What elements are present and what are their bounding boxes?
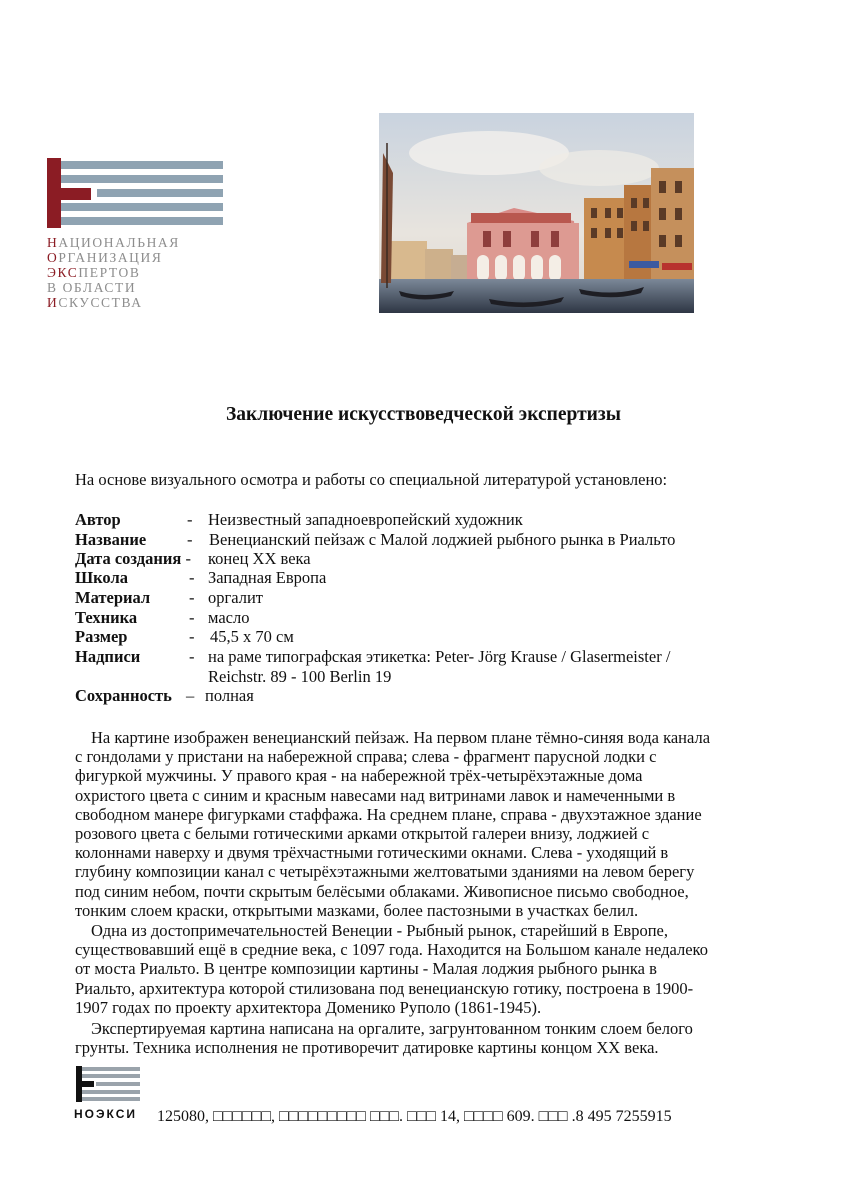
footer-logo-mark [76,1066,140,1102]
description-paragraph [75,728,745,920]
intro-text: На основе визуального осмотра и работы со специальной литературой установлено: [75,470,668,489]
attr-dash: - [189,588,195,607]
text-line: охристого цвета с синим и красным навесами над витринами лавок и намеченными в [75,785,676,805]
attr-label: Размер [75,627,128,646]
venice-canal-painting-image [379,113,694,313]
attr-row-material [75,588,264,608]
logo-line: ЭКСПЕРТОВ [47,265,141,280]
attr-label: Техника [75,608,138,627]
attr-dash: - [185,549,191,568]
attr-dash: - [189,647,195,666]
footer-logo-black-horizontal [76,1081,94,1087]
attr-label: Дата создания [75,549,182,568]
footer-address: 125080, □□□□□□, □□□□□□□□□ □□□. □□□ 14, □□□□ 609. □□□ .8 495 7255915 [157,1108,672,1125]
text-line: 1907 годах по проекту архитектора Доменико Руполо (1861-1945). [75,997,542,1017]
attr-value: Венецианский пейзаж с Малой лоджией рыбного рынка в Риальто [209,530,676,549]
footer-logo-bar [96,1082,140,1086]
attr-label: Надписи [75,647,141,666]
footer-org-name: НОЭКСИ [74,1107,137,1121]
text-line: глубину композиции канал с четырёхэтажными желтоватыми зданиями на левом берегу [75,862,695,882]
attr-value: масло [208,608,250,627]
attr-label: Название [75,530,147,549]
footer-logo-bar [82,1090,140,1094]
attr-dash: - [187,530,193,549]
attr-value: Западная Европа [208,568,327,587]
text-line: от моста Риальто. В центре композиции картины - Малая лоджия рыбного рынка в [75,959,657,979]
logo-red-horizontal [47,188,91,200]
attr-label: Материал [75,588,151,607]
noeksi-logo-mark [47,158,223,228]
logo-wordmark [47,235,180,310]
text-line: существовавший ещё в средние века, с 1097 года. Находится на Большом канале недалеко [75,940,708,960]
attr-row-condition [75,686,254,706]
logo-bar [61,217,223,225]
attr-row-title [75,530,676,550]
attr-value: полная [205,686,254,705]
attr-dash: - [189,568,195,587]
text-line: фигуркой мужчины. У правого края - на набережной трёх-четырёхэтажные дома [75,766,643,786]
attr-value: оргалит [208,588,264,607]
attr-dash: - [187,510,193,529]
logo-bar [61,203,223,211]
logo-bar [97,189,223,197]
attr-row-school [75,568,327,588]
logo-line: ОРГАНИЗАЦИЯ [47,250,163,265]
text-line: тонким слоем краски, открытыми мазками, более пастозными в участках белил. [75,900,639,920]
attr-value: 45,5 х 70 см [210,627,294,646]
attr-value: Неизвестный западноевропейский художник [208,510,523,529]
text-line: под синим небом, почти скрытым белёсыми облаками. Живописное письмо свободное, [75,881,689,901]
logo-bar [61,161,223,169]
attr-dash: - [189,627,195,646]
attr-label: Автор [75,510,121,529]
attr-dash: – [186,686,195,705]
attr-row-technique [75,608,250,628]
text-line: На картине изображен венецианский пейзаж. На первом плане тёмно-синяя вода канала [91,728,711,747]
logo-line: ИСКУССТВА [47,295,143,310]
attr-value: на раме типографская этикетка: Peter- Jörg Krause / Glasermeister / [208,647,671,666]
conclusion-paragraph [75,1019,745,1057]
footer-logo-bar [82,1074,140,1078]
attr-label: Сохранность [75,686,172,705]
text-line: Одна из достопримечательностей Венеции - Рыбный рынок, старейший в Европе, [91,921,668,940]
text-line: грунты. Техника исполнения не противоречит датировке картины концом XX века. [75,1038,659,1058]
text-line: свободном манере фигурками стаффажа. На среднем плане, справа - двухэтажное здание [75,804,702,824]
history-paragraph [75,921,745,1017]
logo-line: НАЦИОНАЛЬНАЯ [47,235,180,250]
text-line: с гондолами у пристани на набережной справа; слева - фрагмент парусной лодки с [75,747,657,767]
footer-logo-bar [82,1067,140,1071]
attr-row-author [75,510,523,530]
attr-value-continued: Reichstr. 89 - 100 Berlin 19 [208,667,392,686]
text-line: Экспертируемая картина написана на оргалите, загрунтованном тонким слоем белого [91,1019,693,1038]
text-line: розового цвета с белыми готическими арками открытой галереи внизу, лоджией с [75,824,650,844]
attr-row-inscriptions [75,647,671,686]
attr-row-date [75,549,311,569]
attr-row-size [75,627,294,647]
attr-dash: - [189,608,195,627]
attr-label: Школа [75,568,128,587]
attr-value: конец XX века [208,549,311,568]
logo-bar [61,175,223,183]
text-line: Риальто, архитектура которой стилизована под венецианскую готику, построена в 1900- [75,978,694,998]
footer-logo-bar [82,1097,140,1101]
document-title: Заключение искусствоведческой экспертизы [226,404,621,425]
logo-line: В ОБЛАСТИ [47,280,137,295]
text-line: колоннами наверху и двумя трёхчастными готическими окнами. Слева - уходящий в [75,843,669,863]
